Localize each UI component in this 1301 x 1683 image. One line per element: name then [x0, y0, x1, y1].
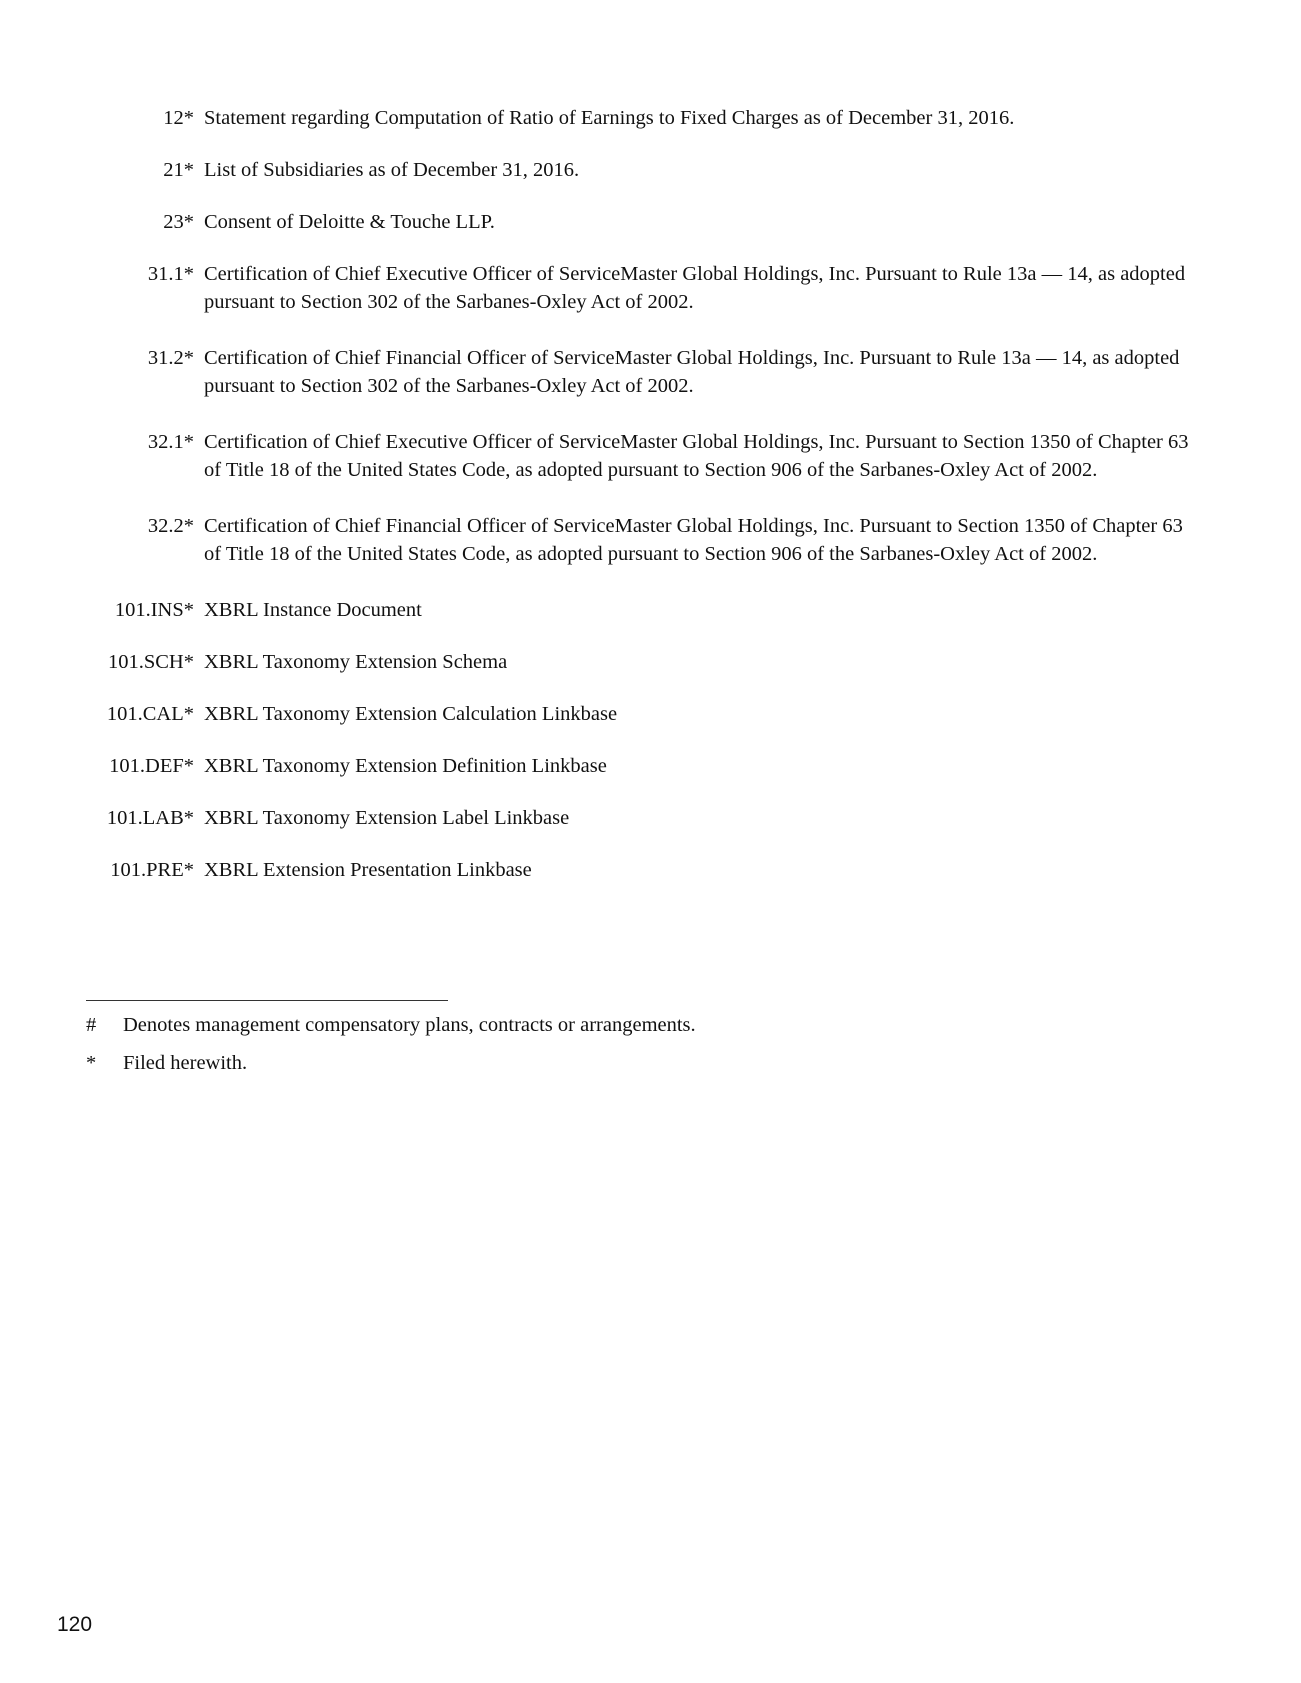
exhibit-number: 101.INS* [114, 599, 194, 621]
exhibit-description: Statement regarding Computation of Ratio of Earnings to Fixed Charges as of December 31, 2016. [204, 107, 1015, 129]
footnotes [86, 1011, 986, 1087]
exhibit-row-101-pre [0, 856, 1301, 884]
exhibit-description: XBRL Taxonomy Extension Label Linkbase [204, 807, 570, 829]
exhibit-number: 101.PRE* [110, 859, 194, 881]
exhibit-description: XBRL Taxonomy Extension Definition Linkbase [204, 755, 607, 777]
exhibit-list [0, 104, 1301, 908]
exhibit-row-31-1 [0, 260, 1301, 316]
page-number: 120 [57, 1613, 93, 1636]
footnote-text: Filed herewith. [123, 1052, 248, 1074]
exhibit-row-101-sch [0, 648, 1301, 676]
exhibit-row-23 [0, 208, 1301, 236]
exhibit-description: Certification of Chief Executive Officer of ServiceMaster Global Holdings, Inc. Pursuant to Section 1350 of Chapter 63 of Title 18 of the United States Code, as adopted pursuant to Section 906 of the Sarbanes-Oxley Act of 2002. [204, 431, 1189, 481]
exhibit-number: 31.1* [147, 263, 194, 285]
exhibit-number: 21* [163, 159, 194, 181]
exhibit-description: XBRL Extension Presentation Linkbase [204, 859, 532, 881]
exhibit-number: 32.1* [147, 431, 194, 453]
exhibit-description: Certification of Chief Executive Officer of ServiceMaster Global Holdings, Inc. Pursuant to Rule 13a — 14, as adopted pursuant to Section 302 of the Sarbanes-Oxley Act of 2002. [204, 263, 1186, 313]
exhibit-description: List of Subsidiaries as of December 31, 2016. [204, 159, 580, 181]
exhibit-description: XBRL Instance Document [204, 599, 422, 621]
footnote-symbol: # [86, 1014, 97, 1036]
exhibit-row-101-ins [0, 596, 1301, 624]
exhibit-row-32-1 [0, 428, 1301, 484]
exhibit-description: Consent of Deloitte & Touche LLP. [204, 211, 495, 233]
exhibit-number: 12* [163, 107, 194, 129]
exhibit-number: 101.DEF* [109, 755, 194, 777]
exhibit-row-101-cal [0, 700, 1301, 728]
exhibit-row-101-lab [0, 804, 1301, 832]
footnote-symbol: * [86, 1052, 97, 1074]
footnote-filed-herewith [86, 1049, 986, 1077]
exhibit-number: 31.2* [147, 347, 194, 369]
exhibit-row-12 [0, 104, 1301, 132]
exhibit-number: 101.CAL* [106, 703, 194, 725]
exhibit-row-32-2 [0, 512, 1301, 568]
exhibit-number: 101.LAB* [106, 807, 194, 829]
exhibit-description: XBRL Taxonomy Extension Calculation Linkbase [204, 703, 618, 725]
exhibit-description: Certification of Chief Financial Officer of ServiceMaster Global Holdings, Inc. Pursuant to Rule 13a — 14, as adopted pursuant to Section 302 of the Sarbanes-Oxley Act of 2002. [204, 347, 1180, 397]
exhibit-description: XBRL Taxonomy Extension Schema [204, 651, 508, 673]
exhibit-description: Certification of Chief Financial Officer of ServiceMaster Global Holdings, Inc. Pursuant to Section 1350 of Chapter 63 of Title 18 of the United States Code, as adopted pursuant to Section 906 of the Sarbanes-Oxley Act of 2002. [204, 515, 1183, 565]
footnote-management-plans [86, 1011, 986, 1039]
exhibit-row-31-2 [0, 344, 1301, 400]
exhibit-number: 32.2* [147, 515, 194, 537]
exhibit-row-101-def [0, 752, 1301, 780]
exhibit-row-21 [0, 156, 1301, 184]
footnote-text: Denotes management compensatory plans, contracts or arrangements. [123, 1014, 696, 1036]
footnote-divider [86, 1000, 448, 1001]
exhibit-number: 23* [163, 211, 194, 233]
exhibit-number: 101.SCH* [107, 651, 194, 673]
